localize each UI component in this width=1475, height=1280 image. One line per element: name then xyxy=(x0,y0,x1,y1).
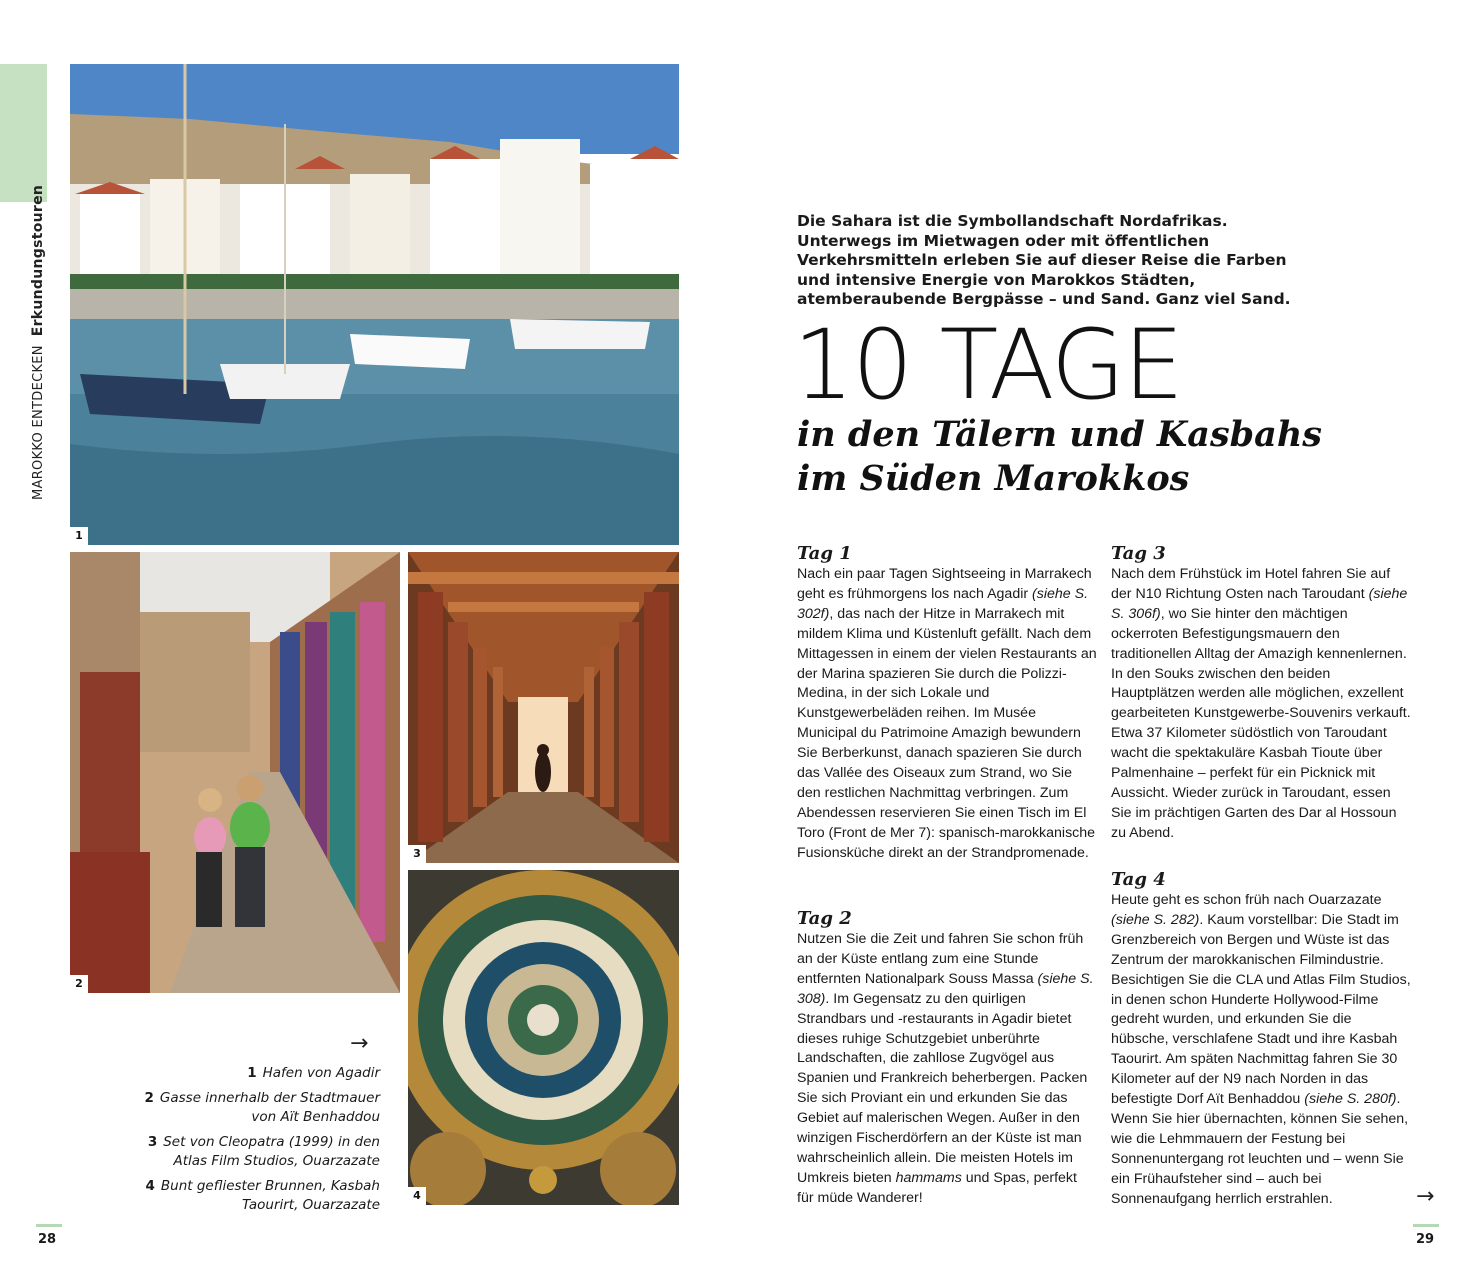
caption: 2 Gasse innerhalb der Stadtmauer von Aït Benhaddou xyxy=(144,1090,380,1125)
photo-fountain xyxy=(408,870,679,1205)
day-heading: Tag 2 xyxy=(797,908,852,929)
page-number-rule xyxy=(1413,1224,1439,1227)
day-text: Nach ein paar Tagen Sightseeing in Marrakech geht es frühmorgens los nach Agadir (siehe S. 302f), das nach der Hitze in Marrakech mit mildem Klima und Küstenluft gefällt. Nach dem Mittagessen in einem der vielen Restaurants an der Marina spazieren Sie durch die Polizzi-Medina, in der sich Lokale und Kunstgewerbeläden reihen. Im Musée Municipal du Patrimoine Amazigh bewundern Sie Berberkunst, danach spazieren Sie durch das Vallée des Oiseaux zum Strand, wo Sie den restlichen Nachmittag verbringen. Zum Abendessen reservieren Sie einen Tisch im El Toro (Front de Mer 7): spanisch-marokkanische Fusionsküche direkt an der Strandpromenade. xyxy=(797,566,1097,861)
intro-text: Die Sahara ist die Symbollandschaft Nordafrikas. Unterwegs im Mietwagen oder mit öffentlichen Verkehrsmitteln erleben Sie auf dieser Reise die Farben und intensive Energie von Marokkos Städten, atemberaubende Bergpässe – und Sand. Ganz viel Sand. xyxy=(797,212,1291,308)
day-3 xyxy=(1111,543,1411,844)
day-heading: Tag 3 xyxy=(1111,543,1166,564)
subsection-name: Erkundungstouren xyxy=(30,184,46,337)
photo-number: 3 xyxy=(408,845,426,863)
subtitle-line: in den Tälern und Kasbahs xyxy=(797,414,1322,455)
subtitle-line: im Süden Marokkos xyxy=(797,458,1190,499)
day-4 xyxy=(1111,869,1411,1210)
photo-alley xyxy=(70,552,400,993)
photo-harbour xyxy=(70,64,679,545)
caption: 4 Bunt gefliester Brunnen, Kasbah Taourirt, Ouarzazate xyxy=(145,1178,380,1213)
day-text: Heute geht es schon früh nach Ouarzazate (siehe S. 282). Kaum vorstellbar: Die Stadt im Grenzbereich von Bergen und Wüste ist das Zentrum der marokkanischen Filmindustrie. Besichtigen Sie die CLA und Atlas Film Studios, in denen schon Hunderte Hollywood-Filme gedreht wurden, und erkunden Sie die hübsche, verschlafene Stadt und ihre Kasbah Taourirt. Am späten Nachmittag fahren Sie 30 Kilometer auf der N9 nach Norden in das befestigte Dorf Aït Benhaddou (siehe S. 280f). Wenn Sie hier übernachten, können Sie sehen, wie die Lehmmauern der Festung bei Sonnenuntergang rot leuchten und – wenn Sie ein Frühaufsteher sind – auch bei Sonnenaufgang herrlich erstrahlen. xyxy=(1111,892,1411,1207)
day-heading: Tag 1 xyxy=(797,543,852,564)
photo-number: 1 xyxy=(70,527,88,545)
photo-number: 2 xyxy=(70,975,88,993)
day-text: Nach dem Frühstück im Hotel fahren Sie auf der N10 Richtung Osten nach Taroudant (siehe S. 306f), wo Sie hinter den mächtigen ockerroten Befestigungsmauern den traditionellen Alltag der Amazigh kennenlernen. In den Souks zwischen den beiden Hauptplätzen werden alle möglichen, exzellent gearbeiteten Kunstgewerbe-Souvenirs verkauft. Etwa 37 Kilometer südöstlich von Taroudant wacht die spektakuläre Kasbah Tioute über Palmenhaine – perfekt für ein Picknick mit Aussicht. Wieder zurück in Taroudant, essen Sie im prächtigen Garten des Dar al Hossoun zu Abend. xyxy=(1111,566,1411,841)
page-number-left: 28 xyxy=(38,1232,57,1247)
photo-number: 4 xyxy=(408,1187,426,1205)
section-label xyxy=(30,185,46,500)
page-number-rule xyxy=(36,1224,62,1227)
section-tab xyxy=(0,64,47,202)
photo-film-set xyxy=(408,552,679,863)
day-2 xyxy=(797,908,1097,1209)
section-name: MAROKKO ENTDECKEN xyxy=(31,345,46,500)
caption: 1 Hafen von Agadir xyxy=(247,1065,380,1081)
day-heading: Tag 4 xyxy=(1111,869,1166,890)
day-1 xyxy=(797,543,1097,864)
page-title: 10 TAGE xyxy=(793,309,1182,421)
next-arrow-icon: → xyxy=(350,1031,369,1056)
page-subtitle xyxy=(797,413,1357,501)
day-text: Nutzen Sie die Zeit und fahren Sie schon früh an der Küste entlang zum eine Stunde entfernten Nationalpark Souss Massa (siehe S. 308). Im Gegensatz zu den quirligen Strandbars und -restaurants in Agadir bietet dieses ruhige Schutzgebiet unberührte Landschaften, die zahllose Zugvögel aus Spanien und Frankreich beherbergen. Packen Sie sich Proviant ein und erkunden Sie das Gebiet auf malerischen Wegen. Außer in den winzigen Fischerdörfern an der Küste ist man wahrscheinlich allein. Die meisten Hotels im Umkreis bieten hammams und Spas, perfekt für müde Wanderer! xyxy=(797,931,1094,1206)
photo-captions xyxy=(140,1064,380,1221)
next-arrow-icon: → xyxy=(1416,1184,1435,1209)
page-number-right: 29 xyxy=(1416,1232,1435,1247)
caption: 3 Set von Cleopatra (1999) in den Atlas Film Studios, Ouarzazate xyxy=(147,1134,380,1169)
